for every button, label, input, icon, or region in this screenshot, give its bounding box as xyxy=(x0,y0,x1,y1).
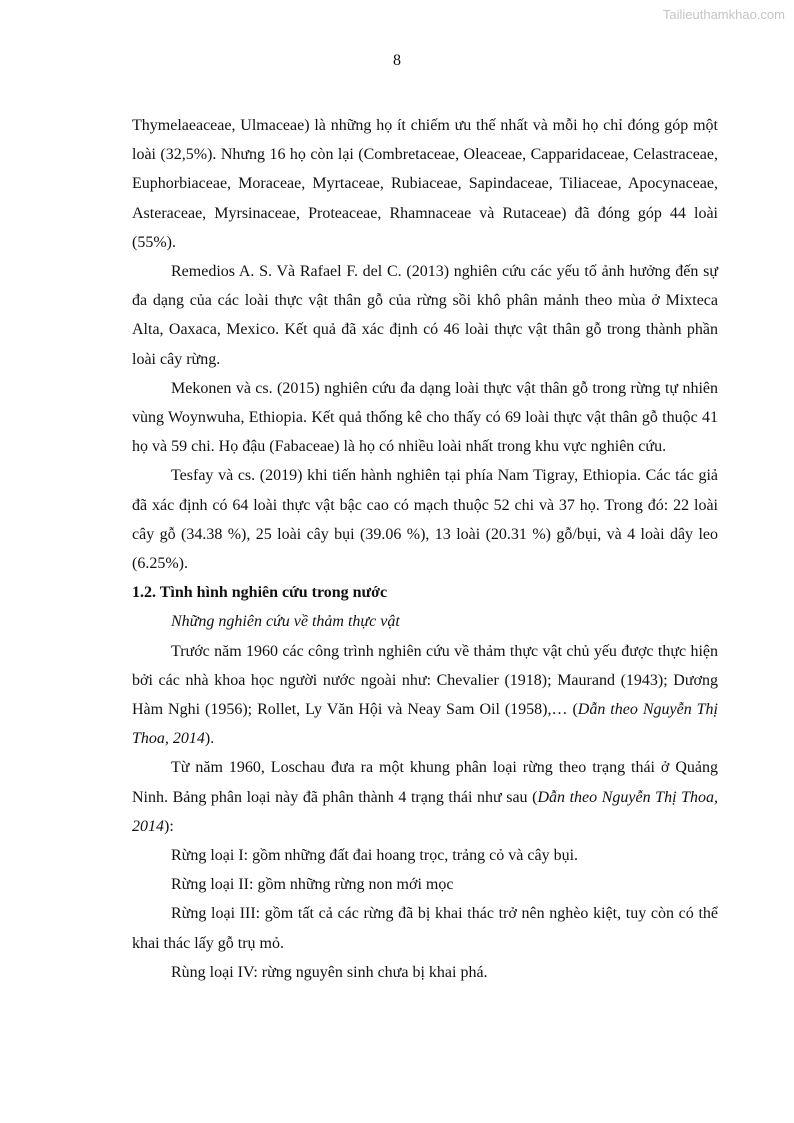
paragraph-before-1960 xyxy=(132,637,718,754)
page-body xyxy=(132,111,718,987)
citation: Dẫn theo Nguyễn Thị Thoa, 2014 xyxy=(132,788,719,835)
list-item-forest-type-1: Rừng loại I: gồm những đất đai hoang trọc, trảng cỏ và cây bụi. xyxy=(171,847,579,865)
list-item-forest-type-3: Rừng loại III: gồm tất cả các rừng đã bị khai thác trở nên nghèo kiệt, tuy còn có thể khai thác lấy gỗ trụ mỏ. xyxy=(132,905,718,952)
paragraph-text-end: ): xyxy=(164,817,174,835)
paragraph-text: Trước năm 1960 các công trình nghiên cứu về thảm thực vật chủ yếu được thực hiện bởi các nhà khoa học người nước ngoài như: Chevalier (1918); Maurand (1943); Dương Hàm Nghi (1956); Rollet, Ly Văn Hội và Neay Sam Oil (1958),… ( xyxy=(132,642,718,719)
paragraph-remedios: Remedios A. S. Và Rafael F. del C. (2013) nghiên cứu các yếu tố ảnh hưởng đến sự đa dạng của các loài thực vật thân gỗ của rừng sồi khô phân mảnh theo mùa ở Mixteca Alta, Oaxaca, Mexico. Kết quả đã xác định có 46 loài thực vật thân gỗ trong thành phần loài cây rừng. xyxy=(132,263,718,368)
paragraph-continuation: Thymelaeaceae, Ulmaceae) là những họ ít chiếm ưu thế nhất và mỗi họ chỉ đóng góp một loài (32,5%). Nhưng 16 họ còn lại (Combretaceae, Oleaceae, Capparidaceae, Celastraceae, Euphorbiaceae, Moraceae, Myrtaceae, Rubiaceae, Sapindaceae, Tiliaceae, Apocynaceae, Asteraceae, Myrsinaceae, Proteaceae, Rhamnaceae và Rutaceae) đã đóng góp 44 loài (55%). xyxy=(132,117,718,251)
section-heading: 1.2. Tình hình nghiên cứu trong nước xyxy=(132,584,388,602)
paragraph-text: Từ năm 1960, Loschau đưa ra một khung phân loại rừng theo trạng thái ở Quảng Ninh. Bảng phân loại này đã phân thành 4 trạng thái như sau ( xyxy=(132,759,718,806)
page-number: 8 xyxy=(393,52,401,69)
list-item-forest-type-4: Rùng loại IV: rừng nguyên sinh chưa bị khai phá. xyxy=(171,963,488,981)
watermark: Tailieuthamkhao.com xyxy=(662,7,785,22)
subsection-heading: Những nghiên cứu về thảm thực vật xyxy=(171,613,400,631)
list-item-forest-type-2: Rừng loại II: gồm những rừng non mới mọc xyxy=(171,876,454,894)
paragraph-text-end: ). xyxy=(204,730,215,748)
paragraph-loschau xyxy=(132,753,718,841)
paragraph-mekonen: Mekonen và cs. (2015) nghiên cứu đa dạng loài thực vật thân gỗ trong rừng tự nhiên vùng Woynwuha, Ethiopia. Kết quả thống kê cho thấy có 69 loài thực vật thân gỗ thuộc 41 họ và 59 chi. Họ đậu (Fabaceae) là họ có nhiều loài nhất trong khu vực nghiên cứu. xyxy=(132,379,718,456)
paragraph-tesfay: Tesfay và cs. (2019) khi tiến hành nghiên tại phía Nam Tigray, Ethiopia. Các tác giả đã xác định có 64 loài thực vật bậc cao có mạch thuộc 52 chi và 37 họ. Trong đó: 22 loài cây gỗ (34.38 %), 25 loài cây bụi (39.06 %), 13 loài (20.31 %) gỗ/bụi, và 4 loài dây leo (6.25%). xyxy=(132,467,718,573)
citation: Dẫn theo Nguyễn Thị Thoa, 2014 xyxy=(132,701,718,748)
